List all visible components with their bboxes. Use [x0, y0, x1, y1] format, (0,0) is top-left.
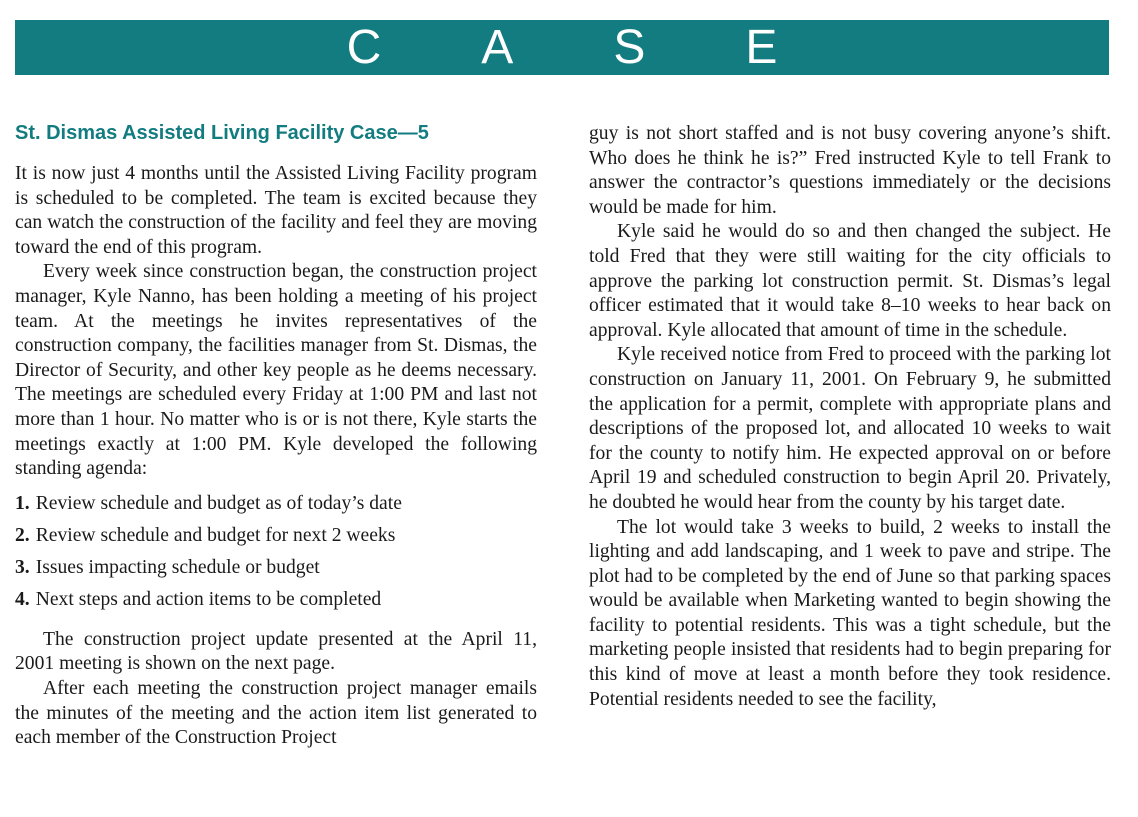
agenda-item: 2. Review schedule and budget for next 2 weeks [15, 524, 396, 546]
case-banner [15, 20, 1109, 75]
left-column [15, 118, 537, 751]
paragraph-continued: guy is not short staffed and is not busy covering anyone’s shift. Who does he think he is?” Fred instructed Kyle to tell Frank to answer the contractor’s questions immediately or the decisions would be made for him. [589, 123, 1111, 218]
paragraph-application: Kyle received notice from Fred to proceed with the parking lot construction on January 11, 2001. On February 9, he submitted the application for a permit, complete with appropriate plans and descriptions of the proposed lot, and allocated 10 weeks to wait for the county to notify him. He expected approval on or before April 19 and scheduled construction to begin April 20. Privately, he doubted he would hear from the county by his target date. [589, 344, 1111, 513]
paragraph-minutes: After each meeting the construction project manager emails the minutes of the meeting and the action item list generated to each member of the Construction Project [15, 677, 537, 749]
paragraph-update-reference: The construction project update presented at the April 11, 2001 meeting is shown on the next page. [15, 628, 537, 675]
agenda-list [15, 492, 537, 612]
agenda-item: 1. Review schedule and budget as of today’s date [15, 492, 402, 514]
case-title: St. Dismas Assisted Living Facility Case—5 [15, 122, 429, 144]
paragraph-lot-schedule: The lot would take 3 weeks to build, 2 weeks to install the lighting and add landscaping, and 1 week to pave and stripe. The plot had to be completed by the end of June so that parking spaces would be available when Marketing wanted to begin showing the facility to potential residents. This was a tight schedule, but the marketing people insisted that residents had to begin preparing for this kind of move at least a month before they took residence. Potential residents needed to see the facility, [589, 516, 1111, 710]
paragraph-permit: Kyle said he would do so and then changed the subject. He told Fred that they were still waiting for the city officials to approve the parking lot construction permit. St. Dismas’s legal officer estimated that it would take 8–10 weeks to hear back on approval. Kyle allocated that amount of time in the schedule. [589, 221, 1111, 341]
paragraph-intro: It is now just 4 months until the Assisted Living Facility program is scheduled to be completed. The team is excited because they can watch the construction of the facility and feel they are moving toward the end of this program. [15, 163, 537, 258]
agenda-item: 4. Next steps and action items to be completed [15, 588, 382, 610]
banner-title: CASE [346, 21, 878, 74]
agenda-item: 3. Issues impacting schedule or budget [15, 556, 320, 578]
right-column [589, 122, 1111, 712]
paragraph-weekly-meetings: Every week since construction began, the construction project manager, Kyle Nanno, has been holding a meeting of his project team. At the meetings he invites representatives of the construction company, the facilities manager from St. Dismas, the Director of Security, and other key people as he deems necessary. The meetings are scheduled every Friday at 1:00 PM and last not more than 1 hour. No matter who is or is not there, Kyle starts the meetings exactly at 1:00 PM. Kyle developed the following standing agenda: [15, 261, 537, 480]
